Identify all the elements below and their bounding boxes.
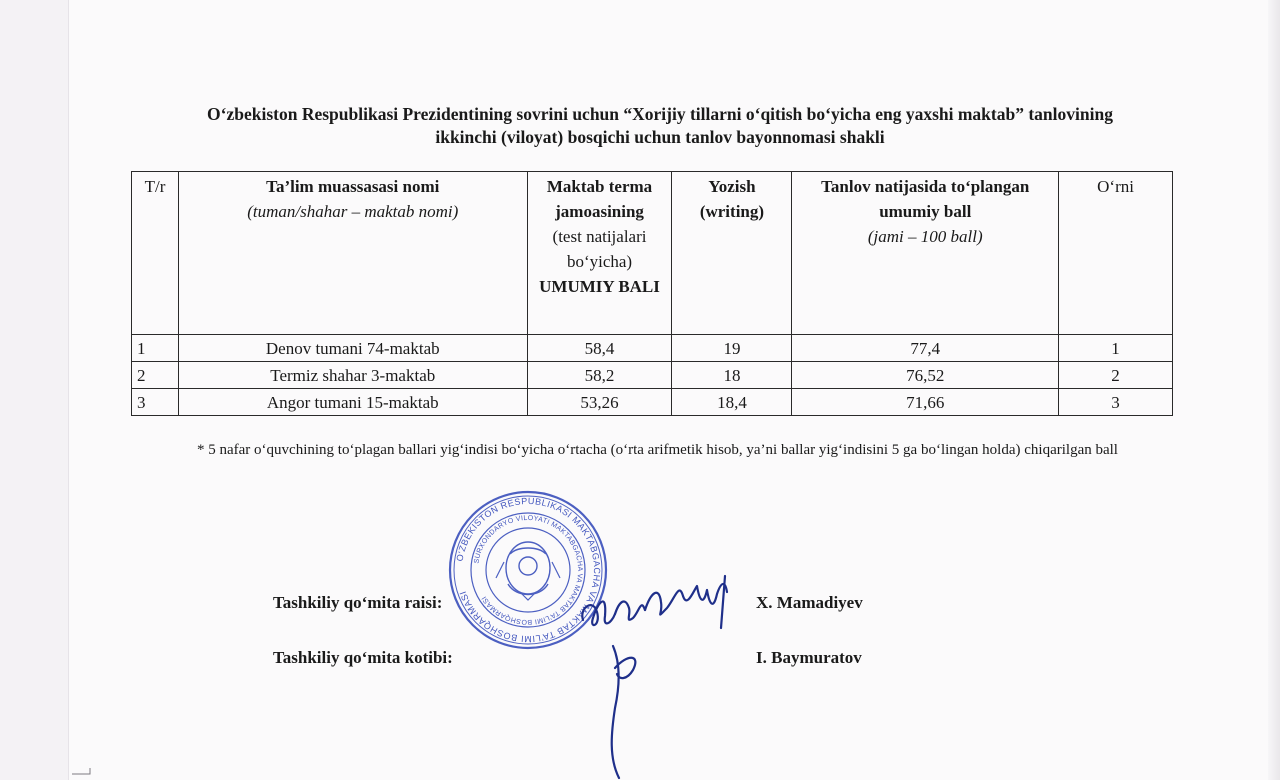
row-total: 76,52 — [792, 362, 1059, 389]
header-school-sublabel: (tuman/shahar – maktab nomi) — [247, 202, 459, 221]
header-writing-label: Yozish — [708, 177, 756, 196]
header-place — [1059, 172, 1173, 335]
document-title — [100, 103, 1220, 149]
table-header-row — [132, 172, 1173, 335]
header-school-label: Ta’lim muassasasi nomi — [266, 177, 440, 196]
row-team-score: 58,2 — [527, 362, 672, 389]
secretary-label: Tashkiliy qo‘mita kotibi: — [273, 648, 453, 667]
row-team-score: 58,4 — [527, 335, 672, 362]
secretary-name: I. Baymuratov — [756, 648, 862, 667]
row-place: 1 — [1059, 335, 1173, 362]
row-writing: 18 — [672, 362, 792, 389]
row-place: 2 — [1059, 362, 1173, 389]
header-team-score-sublabel: (test natijalari bo‘yicha) — [552, 227, 647, 271]
chair-label: Tashkiliy qo‘mita raisi: — [273, 593, 443, 612]
header-team-score-total: UMUMIY BALI — [539, 277, 660, 296]
row-total: 71,66 — [792, 389, 1059, 416]
seal-outer-text: O‘ZBEKISTON RESPUBLIKASI MAKTABGACHA VA MAKTAB TA’LIMI BOSHQARMASI — [454, 495, 603, 645]
footnote: * 5 nafar o‘quvchining to‘plagan ballari yig‘indisi bo‘yicha o‘rtacha (o‘rta arifmetik hisob, ya’ni ballar yig‘indisini 5 ga bo‘lingan holda) chiqarilgan ball — [197, 442, 1118, 458]
page-corner-mark-icon — [72, 766, 94, 776]
header-number — [132, 172, 179, 335]
row-school: Denov tumani 74-maktab — [178, 335, 527, 362]
table-row — [132, 389, 1173, 416]
row-number: 3 — [132, 389, 179, 416]
title-line-1: O‘zbekiston Respublikasi Prezidentining sovrini uchun “Xorijiy tillarni o‘qitish bo‘yicha eng yaxshi maktab” tanlovining — [207, 104, 1113, 124]
row-number: 1 — [132, 335, 179, 362]
header-number-label: T/r — [144, 177, 166, 196]
row-place: 3 — [1059, 389, 1173, 416]
row-writing: 18,4 — [672, 389, 792, 416]
seal-inner-text: SURXONDARYO VILOYATI MAKTABGACHA VA MAKTAB TA’LIMI BOSHQARMASI — [473, 514, 584, 626]
header-place-label: O‘rni — [1097, 177, 1134, 196]
row-team-score: 53,26 — [527, 389, 672, 416]
results-table — [131, 171, 1173, 416]
row-school: Angor tumani 15-maktab — [178, 389, 527, 416]
row-writing: 19 — [672, 335, 792, 362]
header-team-score — [527, 172, 672, 335]
signature-icon — [575, 568, 745, 780]
header-writing — [672, 172, 792, 335]
row-school: Termiz shahar 3-maktab — [178, 362, 527, 389]
table-row — [132, 362, 1173, 389]
header-total-sublabel: (jami – 100 ball) — [867, 227, 983, 246]
header-school — [178, 172, 527, 335]
header-team-score-label: Maktab terma jamoasining — [546, 177, 653, 221]
scan-left-margin — [0, 0, 68, 780]
row-number: 2 — [132, 362, 179, 389]
title-line-2: ikkinchi (viloyat) bosqichi uchun tanlov bayonnomasi shakli — [435, 127, 885, 147]
header-writing-sublabel: (writing) — [699, 202, 765, 221]
row-total: 77,4 — [792, 335, 1059, 362]
header-total-label: Tanlov natijasida to‘plangan umumiy ball — [821, 177, 1030, 221]
table-row — [132, 335, 1173, 362]
svg-text:SURXONDARYO VILOYATI MAKTABGAC — [473, 515, 583, 625]
scan-right-margin — [1268, 0, 1280, 780]
header-total — [792, 172, 1059, 335]
chair-name: X. Mamadiyev — [756, 593, 863, 612]
